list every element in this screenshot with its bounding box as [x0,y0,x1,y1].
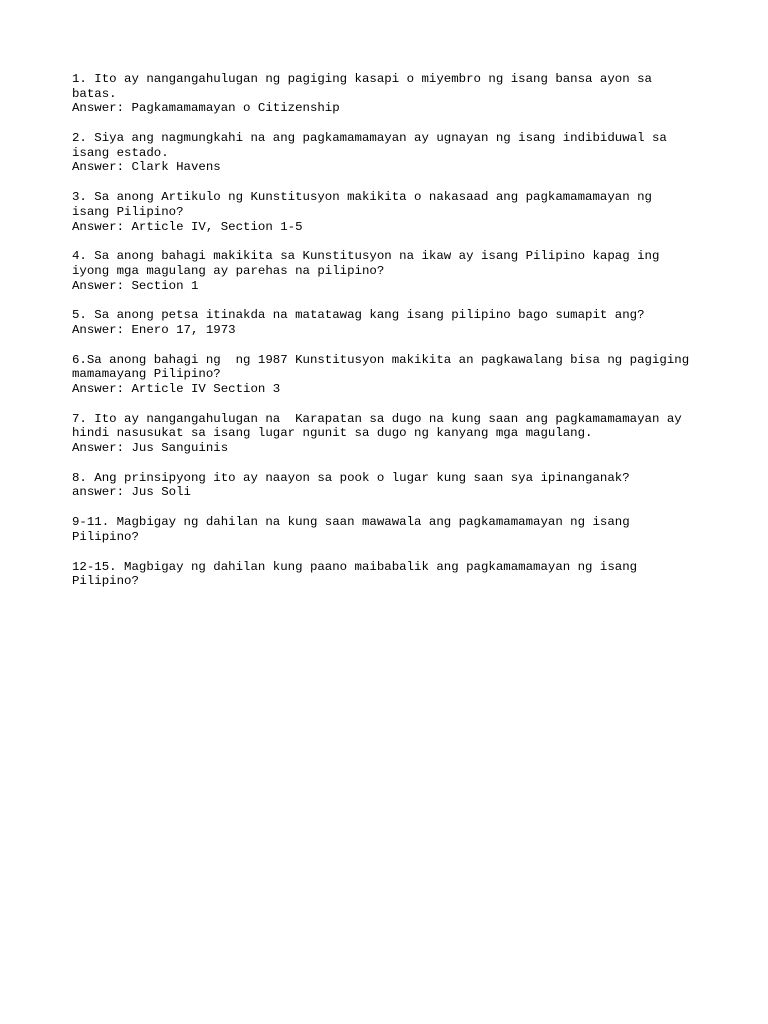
answer-line: Answer: Section 1 [72,278,199,293]
question-text-line: isang Pilipino? [72,204,184,219]
question-text-line: 7. Ito ay nangangahulugan na Karapatan sa dugo na kung saan ang pagkamamamayan ay [72,411,682,426]
question-text-line: 4. Sa anong bahagi makikita sa Kunstitusyon na ikaw ay isang Pilipino kapag ing [72,249,660,264]
question-text-line: 2. Siya ang nagmungkahi na ang pagkamamamayan ay ugnayan ng isang indibiduwal sa [72,131,667,146]
question-block-10 [72,560,732,589]
question-block-4 [72,249,732,293]
question-block-2 [72,131,732,175]
question-block-9 [72,515,732,544]
question-text-line: Pilipino? [72,529,139,544]
answer-line: Answer: Enero 17, 1973 [72,322,236,337]
answer-line: Answer: Article IV, Section 1-5 [72,219,303,234]
question-block-7 [72,412,732,456]
question-block-1 [72,72,732,116]
question-block-8 [72,471,732,500]
question-text-line: Pilipino? [72,574,139,589]
question-text-line: 9-11. Magbigay ng dahilan na kung saan mawawala ang pagkamamamayan ng isang [72,515,630,530]
answer-line: Answer: Pagkamamamayan o Citizenship [72,101,340,116]
question-text-line: isang estado. [72,145,169,160]
question-text-line: 12-15. Magbigay ng dahilan kung paano maibabalik ang pagkamamamayan ng isang [72,559,638,574]
question-text-line: 3. Sa anong Artikulo ng Kunstitusyon makikita o nakasaad ang pagkamamamayan ng [72,190,652,205]
question-text-line: 6.Sa anong bahagi ng ng 1987 Kunstitusyon makikita an pagkawalang bisa ng pagiging [72,352,690,367]
question-block-3 [72,190,732,234]
question-text-line: batas. [72,86,117,101]
question-text-line: iyong mga magulang ay parehas na pilipino? [72,263,385,278]
answer-line: Answer: Jus Sanguinis [72,441,229,456]
question-block-5 [72,308,732,337]
answer-line: answer: Jus Soli [72,485,191,500]
answer-line: Answer: Article IV Section 3 [72,382,281,396]
question-text-line: mamamayang Pilipino? [72,367,221,382]
document-page [72,72,732,604]
question-block-6 [72,353,732,397]
question-text-line: 8. Ang prinsipyong ito ay naayon sa pook o lugar kung saan sya ipinanganak? [72,470,630,485]
answer-line: Answer: Clark Havens [72,160,221,175]
question-text-line: 5. Sa anong petsa itinakda na matatawag kang isang pilipino bago sumapit ang? [72,308,645,323]
question-text-line: hindi nasusukat sa isang lugar ngunit sa dugo ng kanyang mga magulang. [72,426,593,441]
question-text-line: 1. Ito ay nangangahulugan ng pagiging kasapi o miyembro ng isang bansa ayon sa [72,72,652,86]
